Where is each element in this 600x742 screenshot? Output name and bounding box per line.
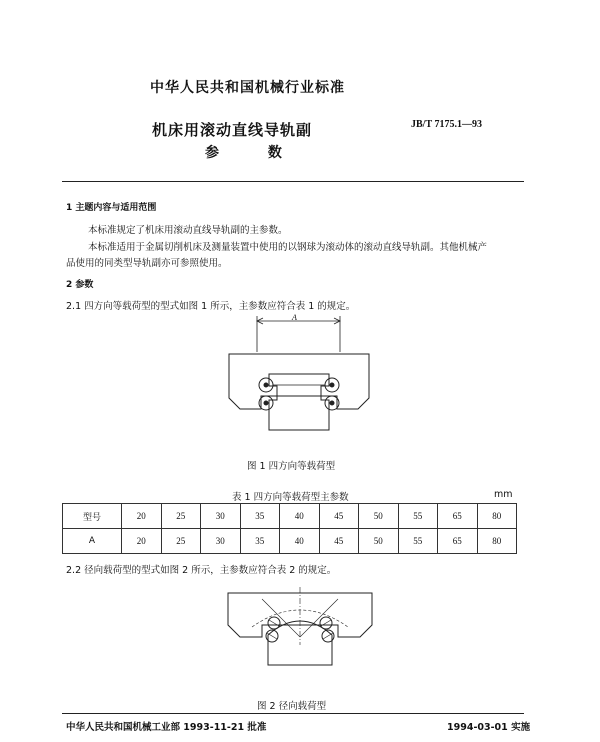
- table-1: [62, 503, 517, 554]
- implementation-date: 1994-03-01 实施: [447, 722, 531, 733]
- table-cell: 55: [398, 504, 438, 529]
- section-2-heading: 2 参数: [66, 280, 94, 290]
- table-row: [63, 504, 517, 529]
- table-cell: 20: [122, 529, 162, 554]
- section-1-para-2-line-2: 品使用的同类型导轨副亦可参照使用。: [66, 258, 228, 269]
- table-cell: 65: [438, 504, 478, 529]
- table-cell: 20: [122, 504, 162, 529]
- figure-2-drawing: [222, 585, 382, 685]
- table-1-unit: mm: [494, 489, 513, 500]
- section-1-heading: 1 主题内容与适用范围: [66, 203, 157, 213]
- table-cell: 45: [319, 504, 359, 529]
- table-row: [63, 529, 517, 554]
- standard-code: JB/T 7175.1—93: [411, 119, 482, 130]
- table-cell: 35: [240, 529, 280, 554]
- table-cell: 50: [359, 504, 399, 529]
- footer-rule: [62, 713, 524, 714]
- table-cell: 65: [438, 529, 478, 554]
- table-cell: 50: [359, 529, 399, 554]
- header-rule: [62, 181, 524, 182]
- approval-note: 中华人民共和国机械工业部 1993-11-21 批准: [66, 722, 267, 733]
- table-cell: 80: [477, 529, 517, 554]
- table-cell: 40: [280, 504, 320, 529]
- clause-2-2: 2.2 径向载荷型的型式如图 2 所示，主参数应符合表 2 的规定。: [66, 565, 337, 576]
- document-subtitle: 参 数: [205, 145, 304, 161]
- table-cell: 30: [201, 504, 241, 529]
- table-cell: 45: [319, 529, 359, 554]
- table-cell: 80: [477, 504, 517, 529]
- figure-2-caption: 图 2 径向载荷型: [257, 701, 327, 712]
- clause-2-1: 2.1 四方向等载荷型的型式如图 1 所示，主参数应符合表 1 的规定。: [66, 301, 356, 312]
- document-title: 机床用滚动直线导轨副: [152, 121, 313, 139]
- table-cell: 55: [398, 529, 438, 554]
- table-cell: 25: [161, 504, 201, 529]
- org-standard-title: 中华人民共和国机械行业标准: [150, 80, 345, 96]
- figure-1-dim-label: A: [292, 313, 297, 322]
- section-1-para-2-line-1: 本标准适用于金属切削机床及测量装置中使用的以钢球为滚动体的滚动直线导轨副。其他机械产: [88, 242, 488, 253]
- section-1-para-1: 本标准规定了机床用滚动直线导轨副的主参数。: [88, 225, 288, 236]
- table-cell: 30: [201, 529, 241, 554]
- table-cell: 40: [280, 529, 320, 554]
- figure-1-caption: 图 1 四方向等载荷型: [247, 461, 336, 472]
- table-cell-label: 型号: [63, 504, 122, 529]
- table-1-caption: 表 1 四方向等载荷型主参数: [232, 492, 349, 503]
- table-cell: 25: [161, 529, 201, 554]
- figure-1-drawing: [215, 312, 385, 442]
- table-cell-label: A: [63, 529, 122, 554]
- table-cell: 35: [240, 504, 280, 529]
